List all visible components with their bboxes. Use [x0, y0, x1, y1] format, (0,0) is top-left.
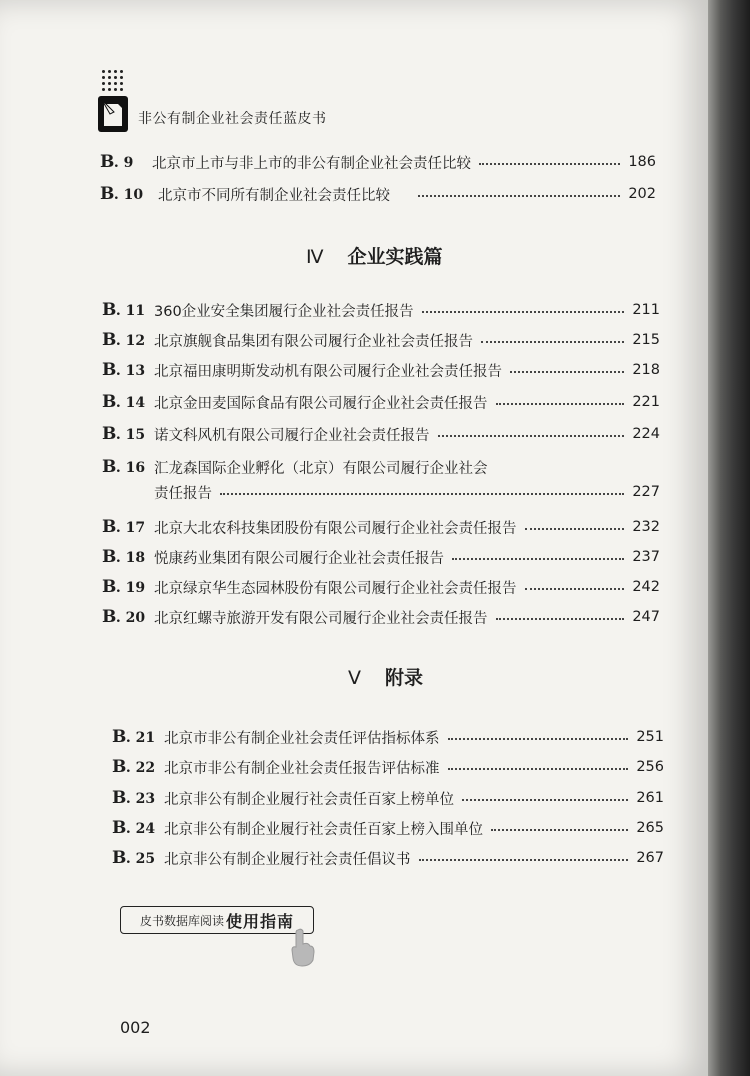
entry-title: 北京非公有制企业履行社会责任百家上榜入围单位 — [164, 821, 483, 838]
entry-page: 261 — [636, 790, 664, 806]
dot-leader — [525, 527, 625, 530]
entry-title: 汇龙森国际企业孵化（北京）有限公司履行企业社会 — [154, 460, 488, 477]
entry-code: B. 9 — [100, 152, 134, 172]
toc-entry-b10[interactable] — [100, 182, 656, 206]
entry-title-continued: 责任报告 — [154, 485, 212, 502]
dot-leader — [525, 587, 625, 590]
toc-entry-b20[interactable]: B. 20 北京红螺寺旅游开发有限公司履行企业社会责任报告 247 — [102, 607, 660, 627]
entry-title: 北京市非公有制企业社会责任评估指标体系 — [164, 730, 440, 747]
entry-page: 267 — [636, 850, 664, 866]
toc-entry-b25[interactable]: B. 25 北京非公有制企业履行社会责任倡议书 267 — [112, 848, 664, 868]
entry-title: 北京非公有制企业履行社会责任百家上榜单位 — [164, 791, 454, 808]
entry-page: 237 — [632, 549, 660, 565]
toc-entry-b15[interactable]: B. 15 诺文科风机有限公司履行企业社会责任报告 224 — [102, 424, 660, 444]
dot-leader — [481, 340, 624, 343]
entry-title: 北京大北农科技集团股份有限公司履行企业社会责任报告 — [154, 520, 517, 537]
entry-page: 251 — [636, 729, 664, 745]
entry-page: 242 — [632, 579, 660, 595]
entry-title: 北京市非公有制企业社会责任报告评估标准 — [164, 760, 440, 777]
toc-entry-b16-continued[interactable] — [154, 480, 660, 504]
entry-page: 202 — [628, 186, 656, 202]
page-number: 002 — [120, 1018, 151, 1037]
toc-entry-b19[interactable]: B. 19 北京绿京华生态园林股份有限公司履行企业社会责任报告 242 — [102, 577, 660, 597]
entry-page: 224 — [632, 426, 660, 442]
dot-leader — [510, 370, 624, 373]
dot-leader — [462, 798, 628, 801]
dot-leader — [422, 310, 625, 313]
entry-page: 232 — [632, 519, 660, 535]
entry-page: 227 — [632, 484, 660, 500]
toc-entry-b16[interactable]: B. 16 汇龙森国际企业孵化（北京）有限公司履行企业社会 — [102, 457, 488, 477]
toc-entry-b14[interactable]: B. 14 北京金田麦国际食品有限公司履行企业社会责任报告 221 — [102, 392, 660, 412]
entry-page: 247 — [632, 609, 660, 625]
entry-title: 360企业安全集团履行企业社会责任报告 — [154, 303, 414, 320]
dot-leader — [418, 194, 620, 197]
dot-leader — [496, 402, 625, 405]
dot-leader — [448, 737, 629, 740]
entry-title: 北京市上市与非上市的非公有制企业社会责任比较 — [152, 155, 471, 172]
section-heading-4: Ⅳ 企业实践篇 — [306, 246, 443, 268]
entry-title: 北京红螺寺旅游开发有限公司履行企业社会责任报告 — [154, 610, 488, 627]
guide-label-small: 皮书数据库阅读 — [139, 913, 224, 928]
dot-leader — [438, 434, 625, 437]
book-spine-shadow — [708, 0, 750, 1076]
toc-entry-b24[interactable]: B. 24 北京非公有制企业履行社会责任百家上榜入围单位 265 — [112, 818, 664, 838]
dot-leader — [496, 617, 625, 620]
entry-page: 221 — [632, 394, 660, 410]
section-heading-5: Ⅴ 附录 — [348, 667, 424, 689]
dot-leader — [220, 492, 624, 495]
toc-entry-b23[interactable]: B. 23 北京非公有制企业履行社会责任百家上榜单位 261 — [112, 788, 664, 808]
toc-entry-b11[interactable]: B. 11 360企业安全集团履行企业社会责任报告 211 — [102, 300, 660, 320]
dot-leader — [448, 767, 629, 770]
dot-leader — [479, 162, 620, 165]
entry-title: 北京非公有制企业履行社会责任倡议书 — [164, 851, 411, 868]
entry-title: 悦康药业集团有限公司履行企业社会责任报告 — [154, 550, 444, 567]
entry-title: 诺文科风机有限公司履行企业社会责任报告 — [154, 427, 430, 444]
dot-leader — [491, 828, 628, 831]
entry-page: 265 — [636, 820, 664, 836]
pointing-hand-icon — [288, 928, 316, 968]
toc-entry-b18[interactable]: B. 18 悦康药业集团有限公司履行企业社会责任报告 237 — [102, 547, 660, 567]
entry-title: 北京绿京华生态园林股份有限公司履行企业社会责任报告 — [154, 580, 517, 597]
entry-title: 北京福田康明斯发动机有限公司履行企业社会责任报告 — [154, 363, 502, 380]
guide-label-big: 使用指南 — [226, 911, 295, 931]
entry-code: B. 10 — [100, 184, 144, 204]
entry-page: 215 — [632, 332, 660, 348]
entry-title: 北京旗舰食品集团有限公司履行企业社会责任报告 — [154, 333, 473, 350]
entry-page: 218 — [632, 362, 660, 378]
toc-entry-b21[interactable]: B. 21 北京市非公有制企业社会责任评估指标体系 251 — [112, 727, 664, 747]
header-dots-ornament — [102, 70, 130, 92]
database-guide-button[interactable] — [120, 906, 314, 934]
toc-entry-b17[interactable]: B. 17 北京大北农科技集团股份有限公司履行企业社会责任报告 232 — [102, 517, 660, 537]
entry-page: 186 — [628, 154, 656, 170]
entry-page: 211 — [632, 302, 660, 318]
toc-entry-b12[interactable]: B. 12 北京旗舰食品集团有限公司履行企业社会责任报告 215 — [102, 330, 660, 350]
toc-entry-b9[interactable] — [100, 150, 656, 174]
book-logo-icon — [98, 96, 128, 132]
entry-title: 北京市不同所有制企业社会责任比较 — [158, 187, 390, 204]
toc-entry-b13[interactable]: B. 13 北京福田康明斯发动机有限公司履行企业社会责任报告 218 — [102, 360, 660, 380]
toc-entry-b22[interactable]: B. 22 北京市非公有制企业社会责任报告评估标准 256 — [112, 757, 664, 777]
dot-leader — [419, 858, 629, 861]
dot-leader — [452, 557, 624, 560]
entry-page: 256 — [636, 759, 664, 775]
header-title: 非公有制企业社会责任蓝皮书 — [138, 111, 327, 127]
entry-title: 北京金田麦国际食品有限公司履行企业社会责任报告 — [154, 395, 488, 412]
